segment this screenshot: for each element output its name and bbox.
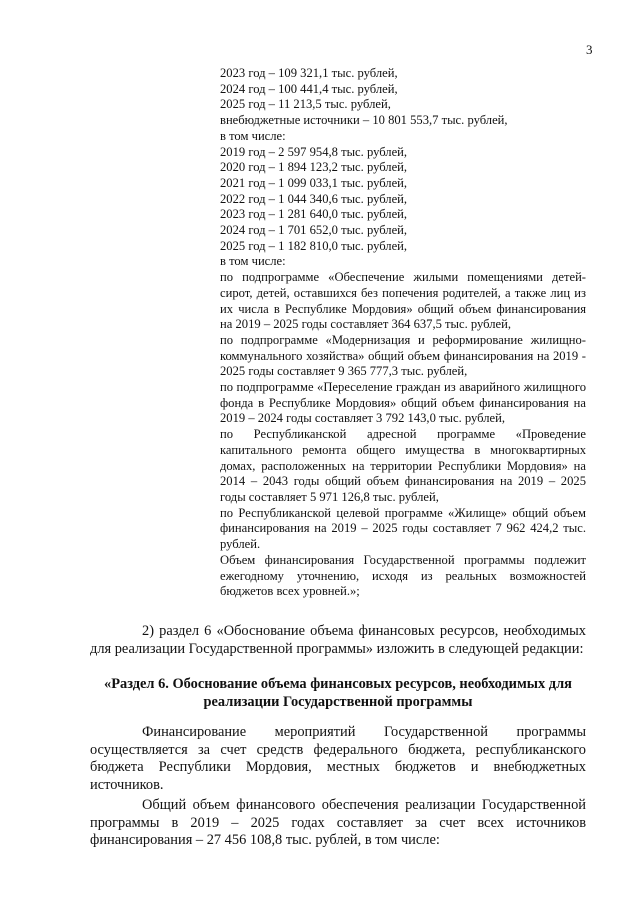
financing-line: 2024 год – 100 441,4 тыс. рублей,	[220, 81, 398, 96]
financing-adjustment-note: Объем финансирования Государственной программы подлежит ежегодному уточнению, исходя из реальных возможностей бюджетов всех уровней.»;	[220, 552, 586, 599]
financing-line: 2021 год – 1 099 033,1 тыс. рублей,	[220, 175, 408, 190]
financing-line: 2023 год – 1 281 640,0 тыс. рублей,	[220, 207, 408, 222]
subprogram-utilities-modernization: по подпрограмме «Модернизация и реформирование жилищно-коммунального хозяйства» общий объем финансирования на 2019 - 2025 годы составляет 9 365 777,3 тыс. рублей,	[220, 332, 586, 379]
section-heading: «Раздел 6. Обоснование объема финансовых ресурсов, необходимых для реализации Государственной программы	[104, 676, 572, 710]
financing-line: 2025 год – 1 182 810,0 тыс. рублей,	[220, 238, 408, 253]
subprogram-orphan-housing: по подпрограмме «Обеспечение жилыми помещениями детей-сирот, детей, оставшихся без попечения родителей, а также лиц из их числа в Республике Мордовия» общий объем финансирования на 2019 – 2025 годы составляет 364 637,5 тыс. рублей,	[220, 270, 586, 332]
subprogram-resettlement: по подпрограмме «Переселение граждан из аварийного жилищного фонда в Республике Мордовия» общий объем финансирования на 2019 – 2024 годы составляет 3 792 143,0 тыс. рублей,	[220, 380, 586, 426]
amendment-block	[90, 623, 586, 658]
financing-line: 2024 год – 1 701 652,0 тыс. рублей,	[220, 223, 408, 238]
paragraph-financing: Финансирование мероприятий Государственной программы осуществляется за счет средств федерального бюджета, республиканского бюджета Республики Мордовия, местных бюджетов и внебюджетных источников.	[90, 724, 586, 793]
financing-line: 2023 год – 109 321,1 тыс. рублей,	[220, 66, 398, 80]
financing-line: в том числе:	[220, 128, 286, 143]
financing-details-block	[220, 66, 586, 600]
amendment-paragraph: 2) раздел 6 «Обоснование объема финансовых ресурсов, необходимых для реализации Государственной программы» изложить в следующей редакции:	[90, 623, 586, 657]
financing-line: 2019 год – 2 597 954,8 тыс. рублей,	[220, 144, 408, 159]
paragraph-total: Общий объем финансового обеспечения реализации Государственной программы в 2019 – 2025 годах составляет за счет всех источников финансирования – 27 456 108,8 тыс. рублей, в том числе:	[90, 797, 586, 849]
program-housing: по Республиканской целевой программе «Жилище» общий объем финансирования на 2019 – 2025 годы составляет 7 962 424,2 тыс. рублей.	[220, 505, 586, 552]
financing-line: 2025 год – 11 213,5 тыс. рублей,	[220, 97, 391, 112]
financing-paragraph-block	[90, 724, 586, 794]
section-heading-block	[90, 676, 586, 711]
total-paragraph-block	[90, 797, 586, 850]
financing-line: внебюджетные источники – 10 801 553,7 тыс. рублей,	[220, 113, 508, 128]
financing-line: 2022 год – 1 044 340,6 тыс. рублей,	[220, 191, 408, 206]
financing-line: 2020 год – 1 894 123,2 тыс. рублей,	[220, 160, 408, 175]
program-capital-repair: по Республиканской адресной программе «Проведение капитального ремонта общего имущества в многоквартирных домах, расположенных на территории Республики Мордовия» на 2014 – 2043 годы общий объем финансирования на 2019 – 2025 годы составляет 5 971 126,8 тыс. рублей,	[220, 427, 586, 504]
financing-line: в том числе:	[220, 254, 286, 269]
page-number: 3	[586, 42, 593, 57]
